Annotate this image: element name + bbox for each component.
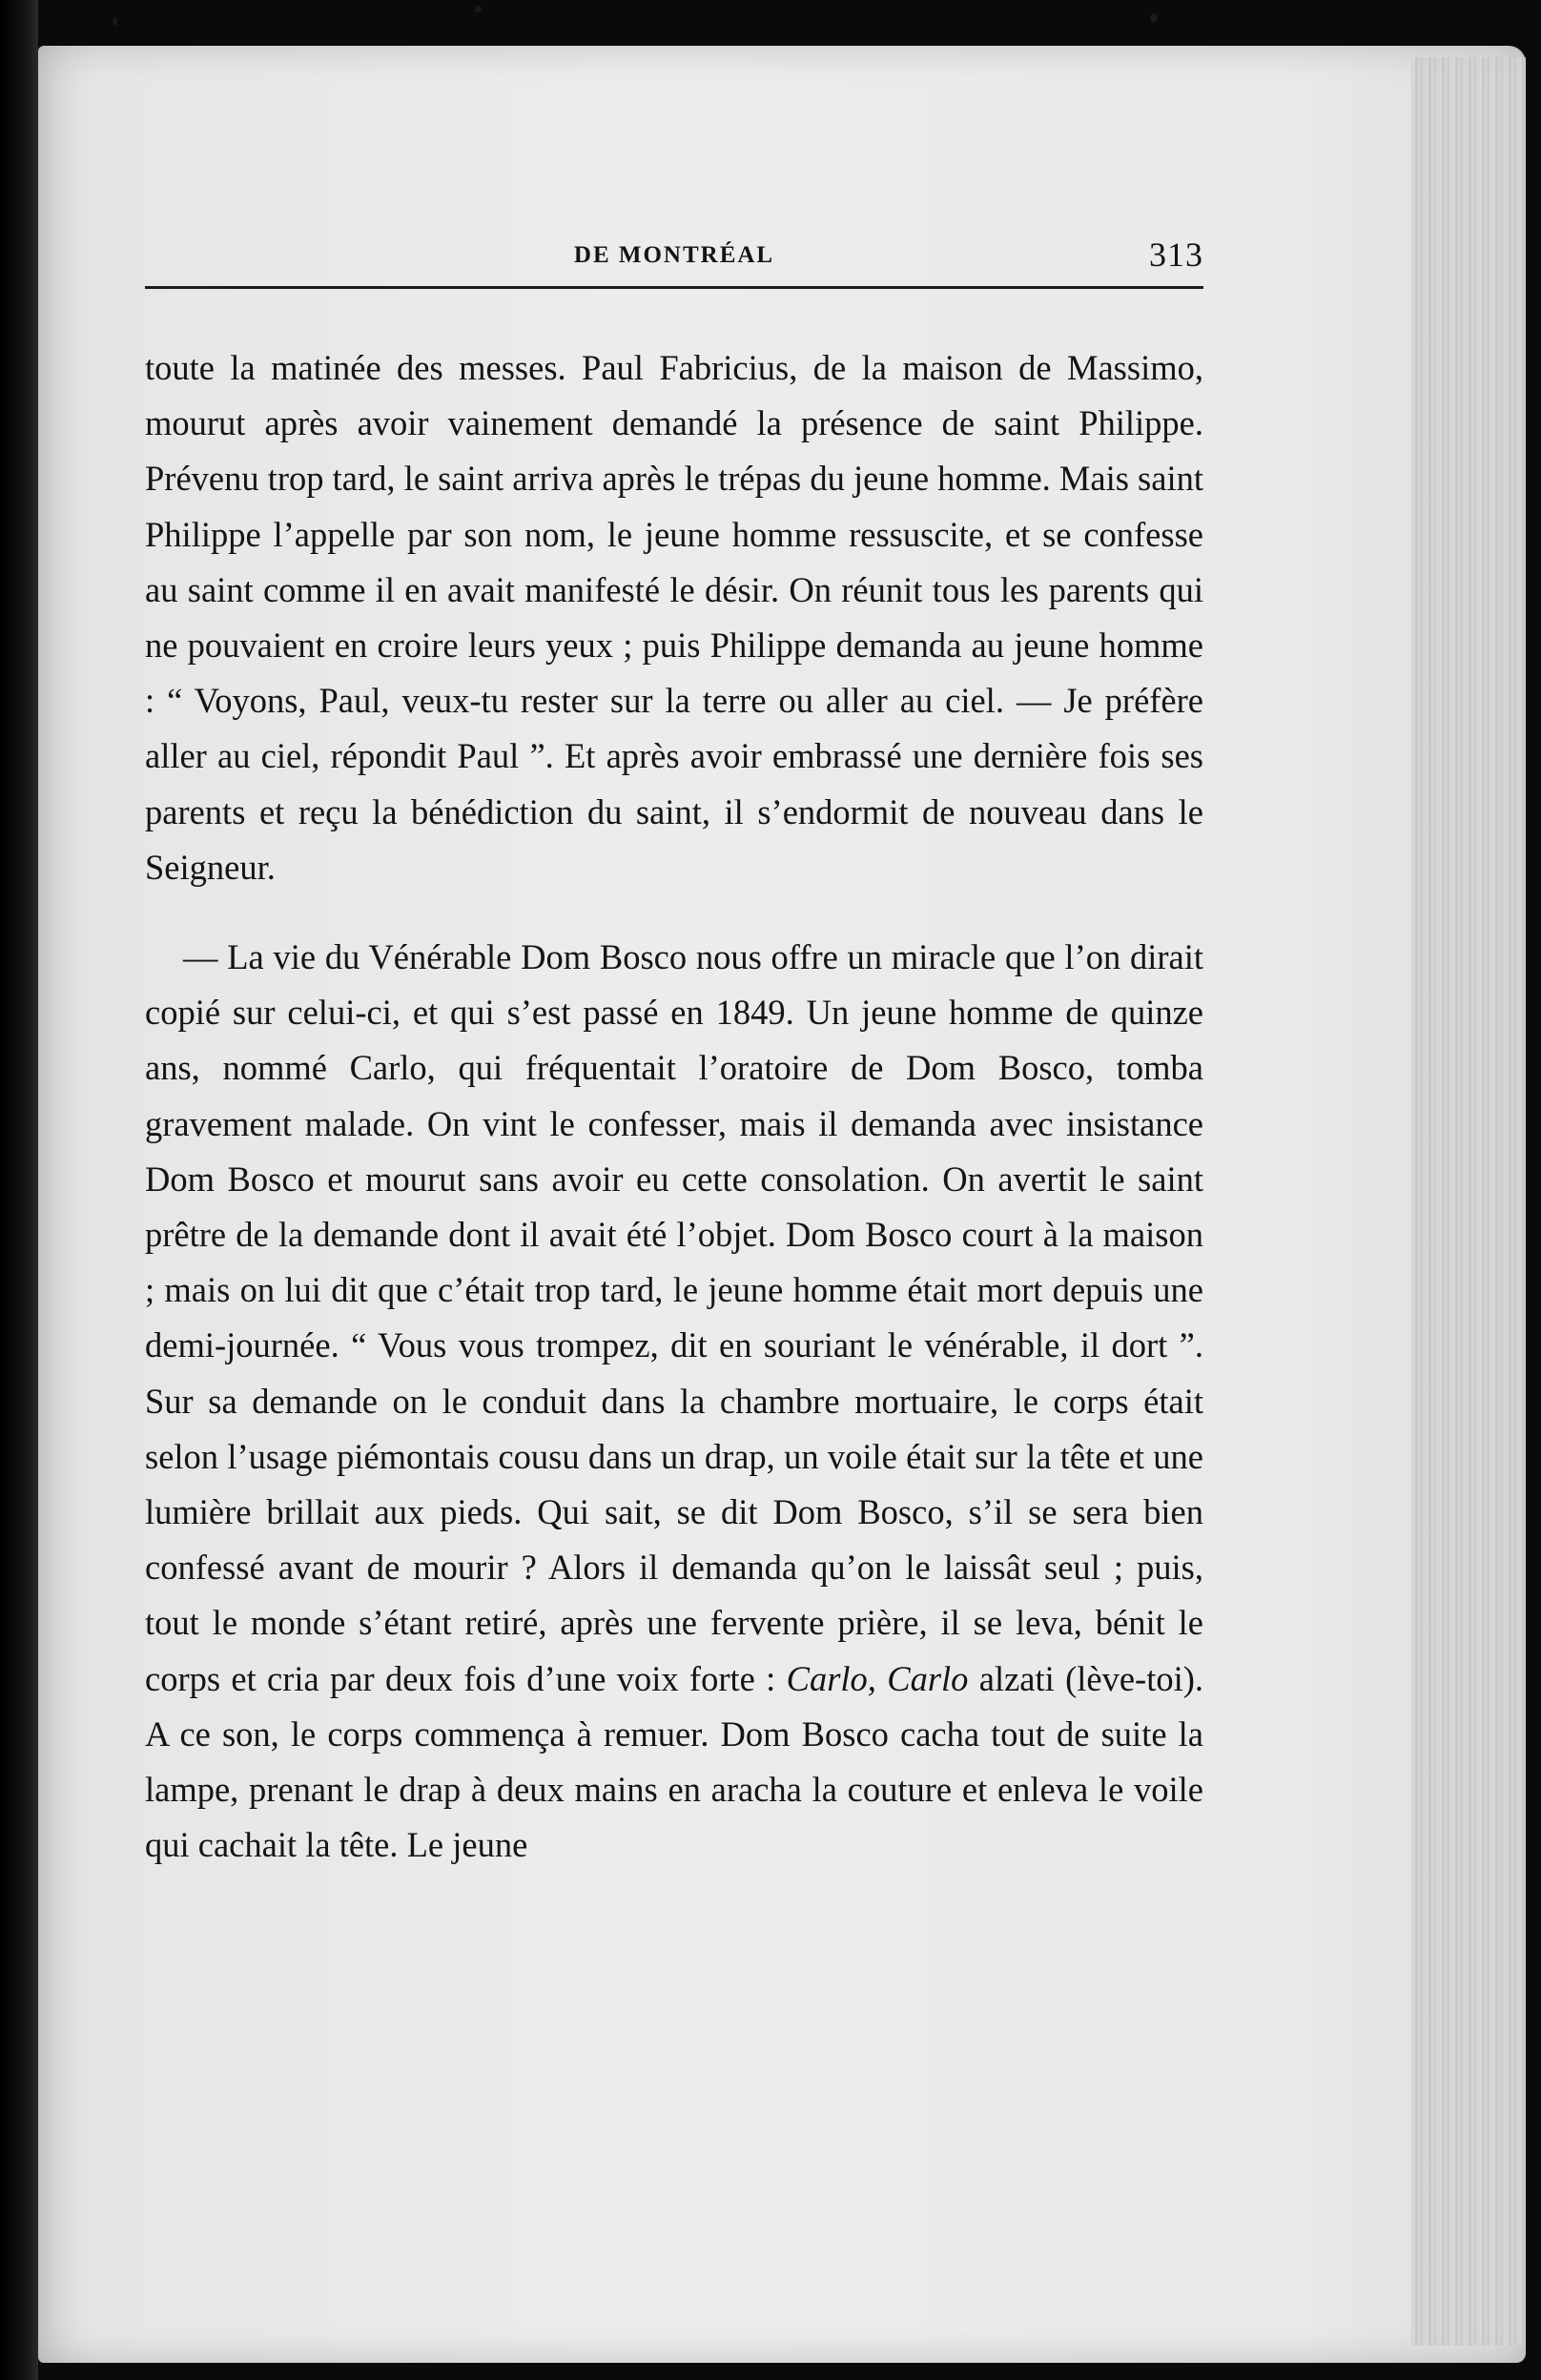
running-header — [145, 219, 1203, 289]
scan-speck — [1150, 13, 1158, 23]
paragraph-1: toute la matinée des messes. Paul Fabricius, de la maison de Massimo, mourut après avoir vainement demandé la présence de saint Philippe. Prévenu trop tard, le saint arriva après le trépas du jeune homme. Mais saint Philippe l’appelle par son nom, le jeune homme ressuscite, et se confesse au saint comme il en avait manifesté le désir. On réunit tous les parents qui ne pouvaient en croire leurs yeux ; puis Philippe demanda au jeune homme : “ Voyons, Paul, veux-tu rester sur la terre ou aller au ciel. — Je préfère aller au ciel, répondit Paul ”. Et après avoir embrassé une dernière fois ses parents et reçu la bénédiction du saint, il s’endormit de nouveau dans le Seigneur. — [145, 348, 1203, 887]
page-edges — [1411, 57, 1526, 2346]
scan-speck — [113, 17, 117, 26]
page-number: 313 — [1149, 236, 1203, 274]
scan-speck — [475, 6, 482, 12]
running-title: DE MONTRÉAL — [573, 242, 775, 268]
page-content — [145, 219, 1203, 1873]
paragraph-2-italic: Carlo, Carlo — [786, 1658, 969, 1698]
paragraph-2-text-b: alzati (lève-toi). A ce son, le corps commença à remuer. Dom Bosco cacha tout de suite la lampe, prenant le drap à deux mains en aracha la couture et enleva le voile qui cachait la tête. Le jeune — [145, 1658, 1204, 1865]
binding-shadow — [0, 0, 38, 2380]
paragraph-2 — [145, 930, 1203, 1873]
paragraph-2-text-a: — La vie du Vénérable Dom Bosco nous offre un miracle que l’on dirait copié sur celui-ci, et qui s’est passé en 1849. Un jeune homme de quinze ans, nommé Carlo, qui fréquentait l’oratoire de Dom Bosco, tomba gravement malade. On vint le confesser, mais il demanda avec insistance Dom Bosco et mourut sans avoir eu cette consolation. On avertit le saint prêtre de la demande dont il avait été l’objet. Dom Bosco court à la maison ; mais on lui dit que c’était trop tard, le jeune homme était mort depuis une demi-journée. “ Vous vous trompez, dit en souriant le vénérable, il dort ”. Sur sa demande on le conduit dans la chambre mortuaire, le corps était selon l’usage piémontais cousu dans un drap, un voile était sur la tête et une lumière brillait aux pieds. Qui sait, se dit Dom Bosco, s’il se sera bien confessé avant de mourir ? Alors il demanda qu’on le laissât seul ; puis, tout le monde s’étant retiré, après une fervente prière, il se leva, bénit le corps et cria par deux fois d’une voix forte : — [145, 937, 1203, 1698]
